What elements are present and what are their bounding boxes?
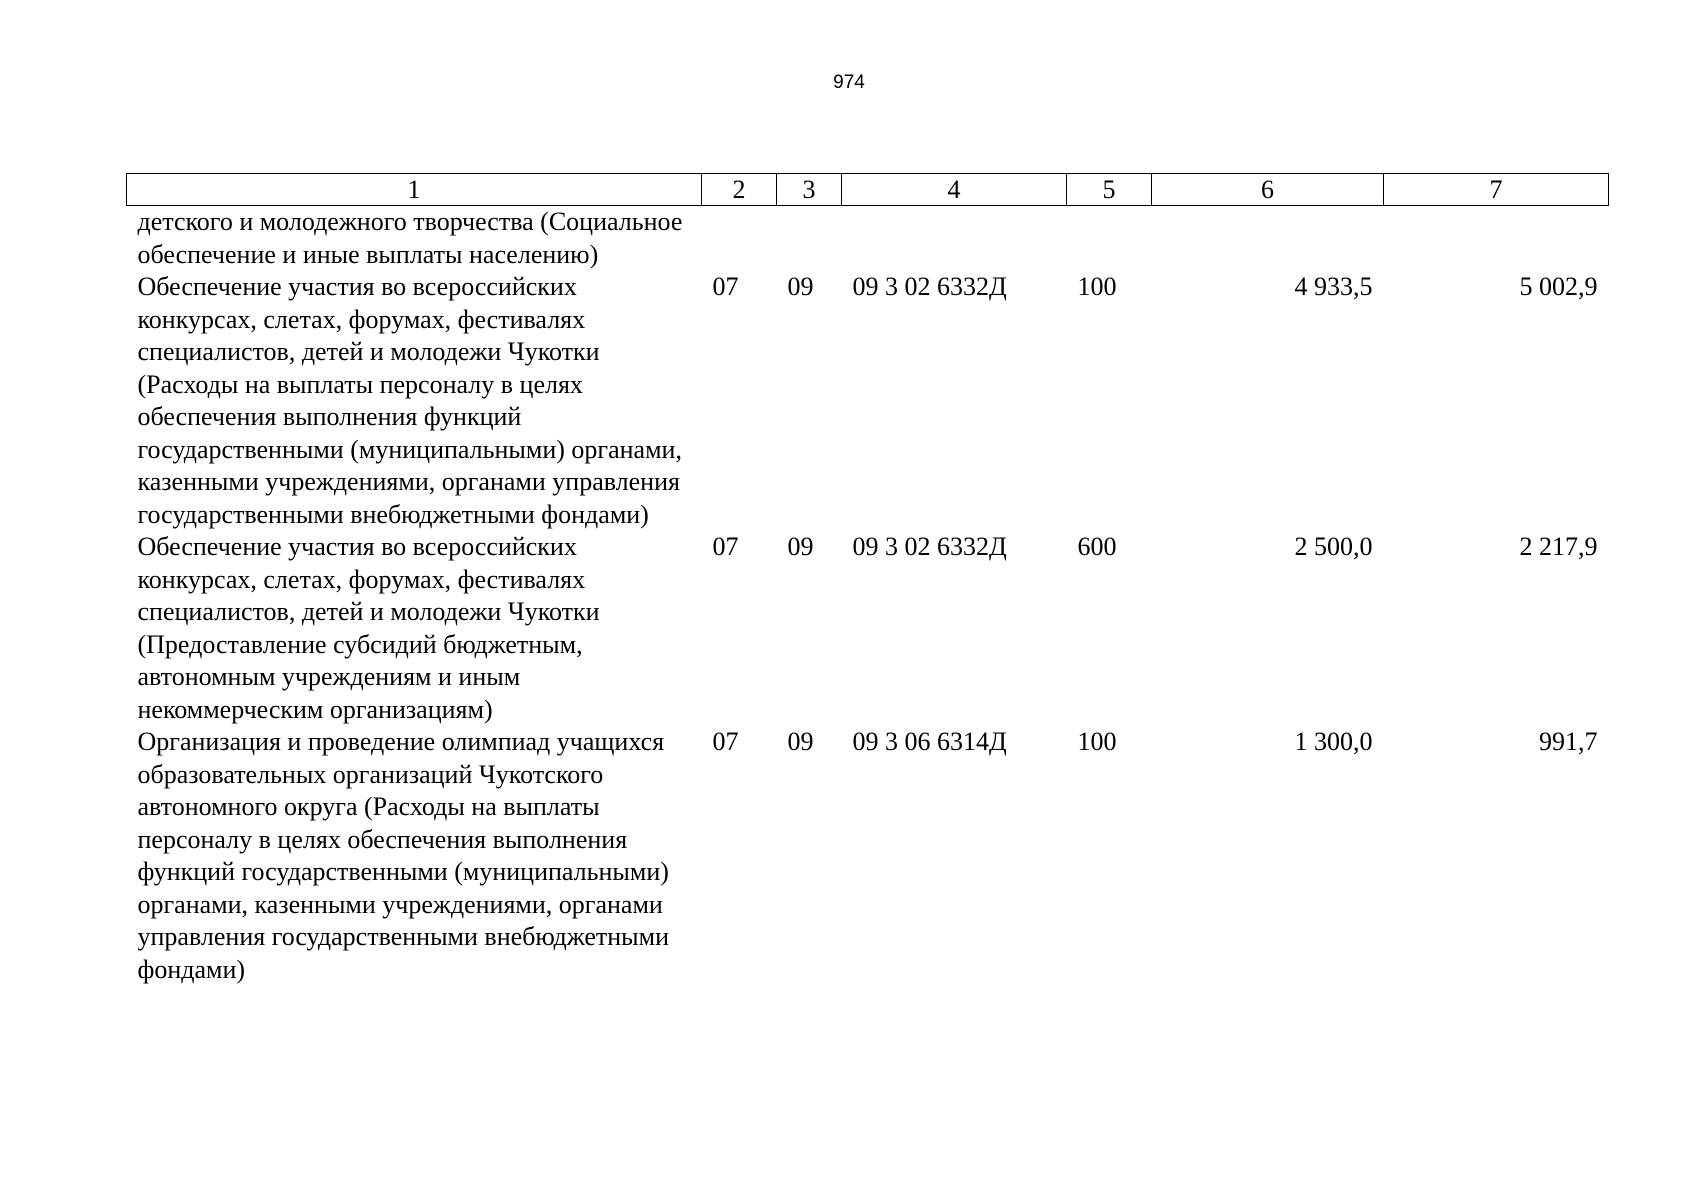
column-header-6: 6 (1152, 174, 1384, 206)
page-number: 974 (833, 72, 865, 93)
row-amount-6: 2 500,0 (1294, 532, 1373, 561)
row-subsection: 09 (787, 727, 814, 756)
row-target-code (842, 206, 1067, 272)
table-row (127, 271, 1609, 531)
column-header-5: 5 (1067, 174, 1152, 206)
row-name: Обеспечение участия во всероссийских конкурсах, слетах, форумах, фестивалях специалистов, детей и молодежи Чукотки (Расходы на выплаты персоналу в целях обеспечения выполнения функций государственными (муниципальными) органами, казенными учреждениями, органами управления государственными внебюджетными фондами) (137, 272, 682, 529)
row-subsection: 09 (787, 272, 814, 301)
row-subsection: 09 (787, 532, 814, 561)
row-amount-6: 4 933,5 (1294, 272, 1373, 301)
row-section: 07 (712, 727, 739, 756)
column-header-2: 2 (702, 174, 777, 206)
column-header-7: 7 (1384, 174, 1609, 206)
row-amount-7 (1384, 206, 1609, 272)
budget-table (126, 173, 1609, 986)
row-target-code: 09 3 06 6314Д (852, 727, 1007, 756)
row-target-code: 09 3 02 6332Д (852, 532, 1007, 561)
table-row (127, 206, 1609, 272)
row-subsection (777, 206, 842, 272)
row-amount-7: 991,7 (1539, 727, 1598, 756)
table-row (127, 726, 1609, 986)
row-amount-6 (1152, 206, 1384, 272)
row-expense-type: 600 (1077, 532, 1117, 561)
column-header-1: 1 (127, 174, 702, 206)
row-target-code: 09 3 02 6332Д (852, 272, 1007, 301)
column-header-3: 3 (777, 174, 842, 206)
row-name: Организация и проведение олимпиад учащихся образовательных организаций Чукотского автономного округа (Расходы на выплаты персоналу в целях обеспечения выполнения функций государственными (муниципальными) органами, казенными учреждениями, органами управления государственными внебюджетными фондами) (137, 727, 669, 984)
row-section: 07 (712, 272, 739, 301)
row-amount-7: 5 002,9 (1519, 272, 1598, 301)
row-section: 07 (712, 532, 739, 561)
row-amount-6: 1 300,0 (1294, 727, 1373, 756)
row-expense-type: 100 (1077, 272, 1117, 301)
row-expense-type (1067, 206, 1152, 272)
row-amount-7: 2 217,9 (1519, 532, 1598, 561)
row-name: Обеспечение участия во всероссийских конкурсах, слетах, форумах, фестивалях специалистов, детей и молодежи Чукотки (Предоставление субсидий бюджетным, автономным учреждениям и иным некоммерческим организациям) (137, 532, 600, 724)
row-section (702, 206, 777, 272)
column-header-4: 4 (842, 174, 1067, 206)
budget-table-container (126, 173, 1608, 986)
table-row (127, 531, 1609, 726)
row-name: детского и молодежного творчества (Социальное обеспечение и иные выплаты населению) (137, 207, 683, 269)
row-expense-type: 100 (1077, 727, 1117, 756)
column-number-header (127, 174, 1609, 206)
